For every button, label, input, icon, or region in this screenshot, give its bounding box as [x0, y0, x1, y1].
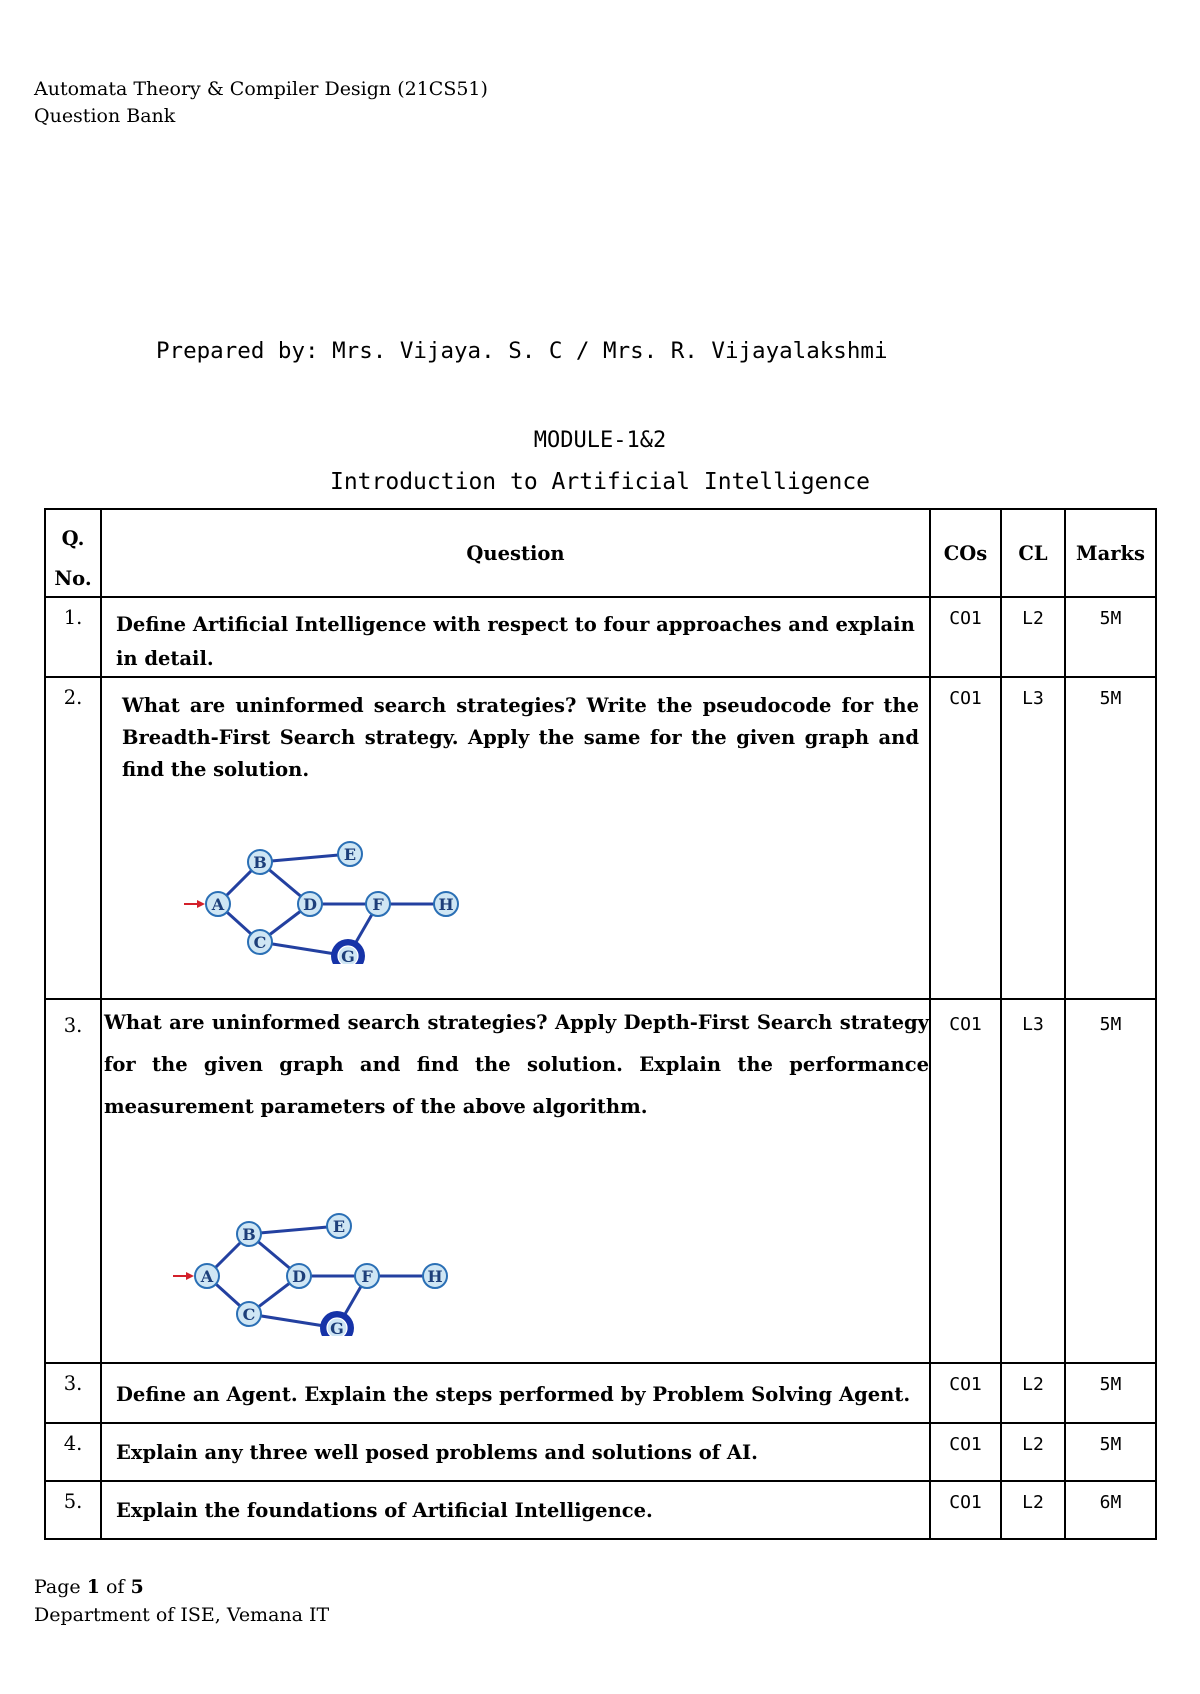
module-title: MODULE-1&2 — [533, 428, 667, 453]
question-text-part: What are uninformed search strategies? Apply — [104, 1011, 624, 1034]
table-row — [45, 1363, 1156, 1423]
co-value: CO1 — [930, 1481, 1001, 1539]
marks-value: 5M — [1065, 597, 1156, 677]
department-name: Department of ISE, Vemana IT — [34, 1604, 330, 1626]
start-arrow-head — [186, 1272, 194, 1280]
page-prefix: Page — [34, 1576, 87, 1598]
header-marks: Marks — [1065, 509, 1156, 597]
graph-node-label-E: E — [332, 1217, 346, 1236]
question-text — [101, 677, 930, 999]
cl-value: L2 — [1001, 1363, 1065, 1423]
search-graph-diagram — [169, 1196, 479, 1336]
cl-value: L2 — [1001, 1481, 1065, 1539]
course-title: Automata Theory & Compiler Design (21CS51) — [34, 78, 488, 100]
question-text-part: strategy for the given graph and find the solution. Explain the performance measurement parameters of the above algorithm. — [104, 1011, 929, 1118]
graph-node-label-B: B — [242, 1225, 256, 1244]
graph-node-label-D: D — [303, 895, 317, 914]
header-qno-line1: Q. — [61, 527, 85, 550]
page-total: 5 — [130, 1576, 144, 1598]
prepared-by: Prepared by: Mrs. Vijaya. S. C / Mrs. R. Vijayalakshmi — [156, 338, 888, 364]
graph-edge-B-E — [260, 854, 350, 862]
question-text: Define Artificial Intelligence with respect to four approaches and explain in detail. — [101, 597, 930, 677]
question-text: Explain any three well posed problems and solutions of AI. — [101, 1423, 930, 1481]
question-number: 2. — [45, 677, 101, 999]
co-value: CO1 — [930, 1363, 1001, 1423]
header-cl: CL — [1001, 509, 1065, 597]
page-indicator — [34, 1573, 329, 1601]
table-row — [45, 597, 1156, 677]
marks-value: 5M — [1065, 1363, 1156, 1423]
table-header-row — [45, 509, 1156, 597]
marks-value: 6M — [1065, 1481, 1156, 1539]
cl-value: L2 — [1001, 597, 1065, 677]
marks-value: 5M — [1065, 677, 1156, 999]
search-graph-diagram — [180, 824, 490, 964]
question-keyword: Breadth-First Search — [122, 726, 356, 749]
table-row — [45, 999, 1156, 1363]
co-value: CO1 — [930, 677, 1001, 999]
graph-node-label-H: H — [438, 895, 454, 914]
co-value: CO1 — [930, 1423, 1001, 1481]
module-subtitle: Introduction to Artificial Intelligence — [329, 469, 871, 495]
graph-node-label-G: G — [330, 1319, 344, 1336]
question-text-part: strategy. Apply the same for the given graph and find the solution. — [122, 726, 919, 781]
marks-value: 5M — [1065, 1423, 1156, 1481]
question-number: 1. — [45, 597, 101, 677]
question-number: 3. — [45, 1363, 101, 1423]
question-keyword: Depth-First Search — [623, 1011, 833, 1034]
co-value: CO1 — [930, 999, 1001, 1363]
question-text: Explain the foundations of Artificial Intelligence. — [101, 1481, 930, 1539]
question-table — [44, 508, 1157, 1540]
marks-value: 5M — [1065, 999, 1156, 1363]
question-number: 3. — [45, 999, 101, 1363]
graph-node-label-B: B — [253, 853, 267, 872]
table-row — [45, 1423, 1156, 1481]
graph-node-label-A: A — [200, 1267, 214, 1286]
co-value: CO1 — [930, 597, 1001, 677]
header-qno-line2: No. — [54, 567, 92, 590]
cl-value: L3 — [1001, 999, 1065, 1363]
header-question: Question — [101, 509, 930, 597]
page-header — [34, 76, 488, 130]
start-arrow-head — [197, 900, 205, 908]
graph-node-label-A: A — [211, 895, 225, 914]
graph-node-label-C: C — [242, 1305, 256, 1324]
table-row — [45, 677, 1156, 999]
graph-node-label-H: H — [427, 1267, 443, 1286]
document-type: Question Bank — [34, 105, 176, 127]
page-of: of — [99, 1576, 131, 1598]
graph-node-label-C: C — [253, 933, 267, 952]
graph-node-label-E: E — [343, 845, 357, 864]
question-text — [101, 999, 930, 1363]
question-text-part: What are uninformed search strategies? Write the pseudocode for the — [122, 694, 919, 717]
cl-value: L2 — [1001, 1423, 1065, 1481]
question-number: 4. — [45, 1423, 101, 1481]
graph-node-label-D: D — [292, 1267, 306, 1286]
header-cos: COs — [930, 509, 1001, 597]
graph-edge-B-E — [249, 1226, 339, 1234]
graph-node-label-F: F — [372, 895, 384, 914]
page-number: 1 — [86, 1576, 100, 1598]
header-qno — [45, 509, 101, 597]
graph-node-label-G: G — [341, 947, 355, 964]
cl-value: L3 — [1001, 677, 1065, 999]
question-text: Define an Agent. Explain the steps performed by Problem Solving Agent. — [101, 1363, 930, 1423]
table-row — [45, 1481, 1156, 1539]
graph-node-label-F: F — [361, 1267, 373, 1286]
page-footer — [34, 1573, 329, 1629]
question-number: 5. — [45, 1481, 101, 1539]
